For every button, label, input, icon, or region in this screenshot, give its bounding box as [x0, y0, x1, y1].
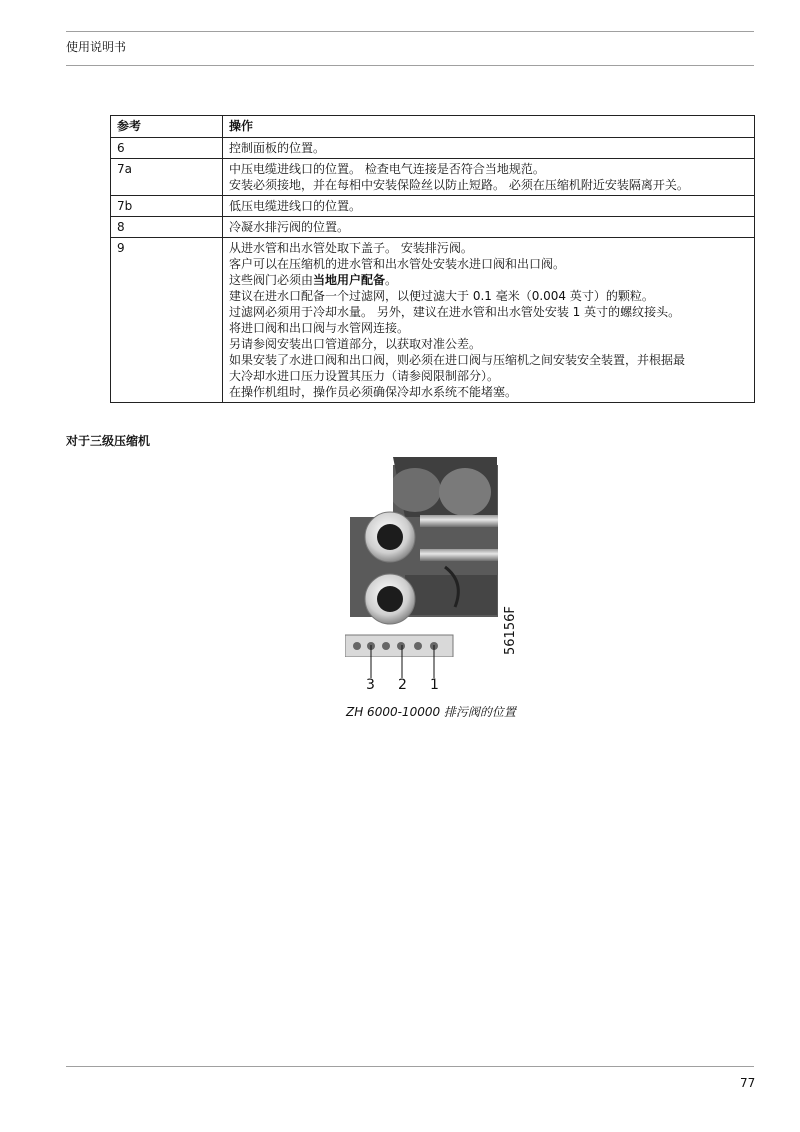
reference-cell: 8 [111, 217, 223, 238]
header-rule-top [66, 31, 754, 32]
operation-line: 控制面板的位置。 [229, 141, 326, 155]
reference-cell: 6 [111, 138, 223, 159]
operation-cell [223, 196, 755, 217]
callout-label: 1 [430, 677, 439, 693]
operation-text: 这些阀门必须由 [229, 273, 314, 287]
callout-label: 2 [398, 677, 407, 693]
table-row [111, 238, 755, 403]
table-row [111, 217, 755, 238]
operation-line: 如果安装了水进口阀和出口阀，则必须在进口阀与压缩机之间安装安全装置，并根据最 [229, 353, 686, 367]
operation-text: 。 [385, 273, 398, 287]
figure-code: 56156F [503, 606, 518, 655]
section-heading: 对于三级压缩机 [66, 434, 151, 448]
operation-line: 客户可以在压缩机的进水管和出水管处安装水进口阀和出口阀。 [229, 257, 566, 271]
operation-cell [223, 217, 755, 238]
operation-line: 冷凝水排污阀的位置。 [229, 220, 350, 234]
document-title: 使用说明书 [66, 40, 127, 54]
operation-line: 中压电缆进线口的位置。 检查电气连接是否符合当地规范。 [229, 162, 545, 176]
column-header-reference: 参考 [111, 116, 223, 138]
operations-table [110, 115, 755, 403]
operation-line: 建议在进水口配备一个过滤网，以便过滤大于 0.1 毫米（0.004 英寸）的颗粒。 [229, 289, 654, 303]
operation-cell [223, 159, 755, 196]
table-row [111, 196, 755, 217]
operation-line: 在操作机组时，操作员必须确保冷却水系统不能堵塞。 [229, 385, 518, 399]
operation-line: 过滤网必须用于冷却水量。 另外，建议在进水管和出水管处安装 1 英寸的螺纹接头。 [229, 305, 681, 319]
table-row [111, 159, 755, 196]
reference-cell: 7b [111, 196, 223, 217]
operation-line: 另请参阅安装出口管道部分，以获取对准公差。 [229, 337, 482, 351]
operation-line: 将进口阀和出口阀与水管网连接。 [229, 321, 410, 335]
operation-cell [223, 238, 755, 403]
callout-leader-lines [345, 645, 455, 680]
header-rule-bottom [66, 65, 754, 66]
table-row [111, 138, 755, 159]
operation-line: 从进水管和出水管处取下盖子。 安装排污阀。 [229, 241, 473, 255]
footer-rule [66, 1066, 754, 1067]
reference-cell: 9 [111, 238, 223, 403]
emphasis-text: 当地用户配备 [313, 273, 386, 287]
compressor-drain-valves-photo [345, 457, 500, 657]
operation-line: 大冷却水进口压力设置其压力（请参阅限制部分）。 [229, 369, 500, 383]
callout-label: 3 [366, 677, 375, 693]
figure-caption: ZH 6000-10000 排污阀的位置 [346, 705, 516, 719]
operation-line: 低压电缆进线口的位置。 [229, 199, 362, 213]
column-header-operation: 操作 [223, 116, 755, 138]
operation-line [229, 272, 748, 288]
table-header-row [111, 116, 755, 138]
operation-cell [223, 138, 755, 159]
reference-cell: 7a [111, 159, 223, 196]
operation-line: 安装必须接地，并在每相中安装保险丝以防止短路。 必须在压缩机附近安装隔离开关。 [229, 178, 689, 192]
page-number: 77 [740, 1076, 756, 1090]
